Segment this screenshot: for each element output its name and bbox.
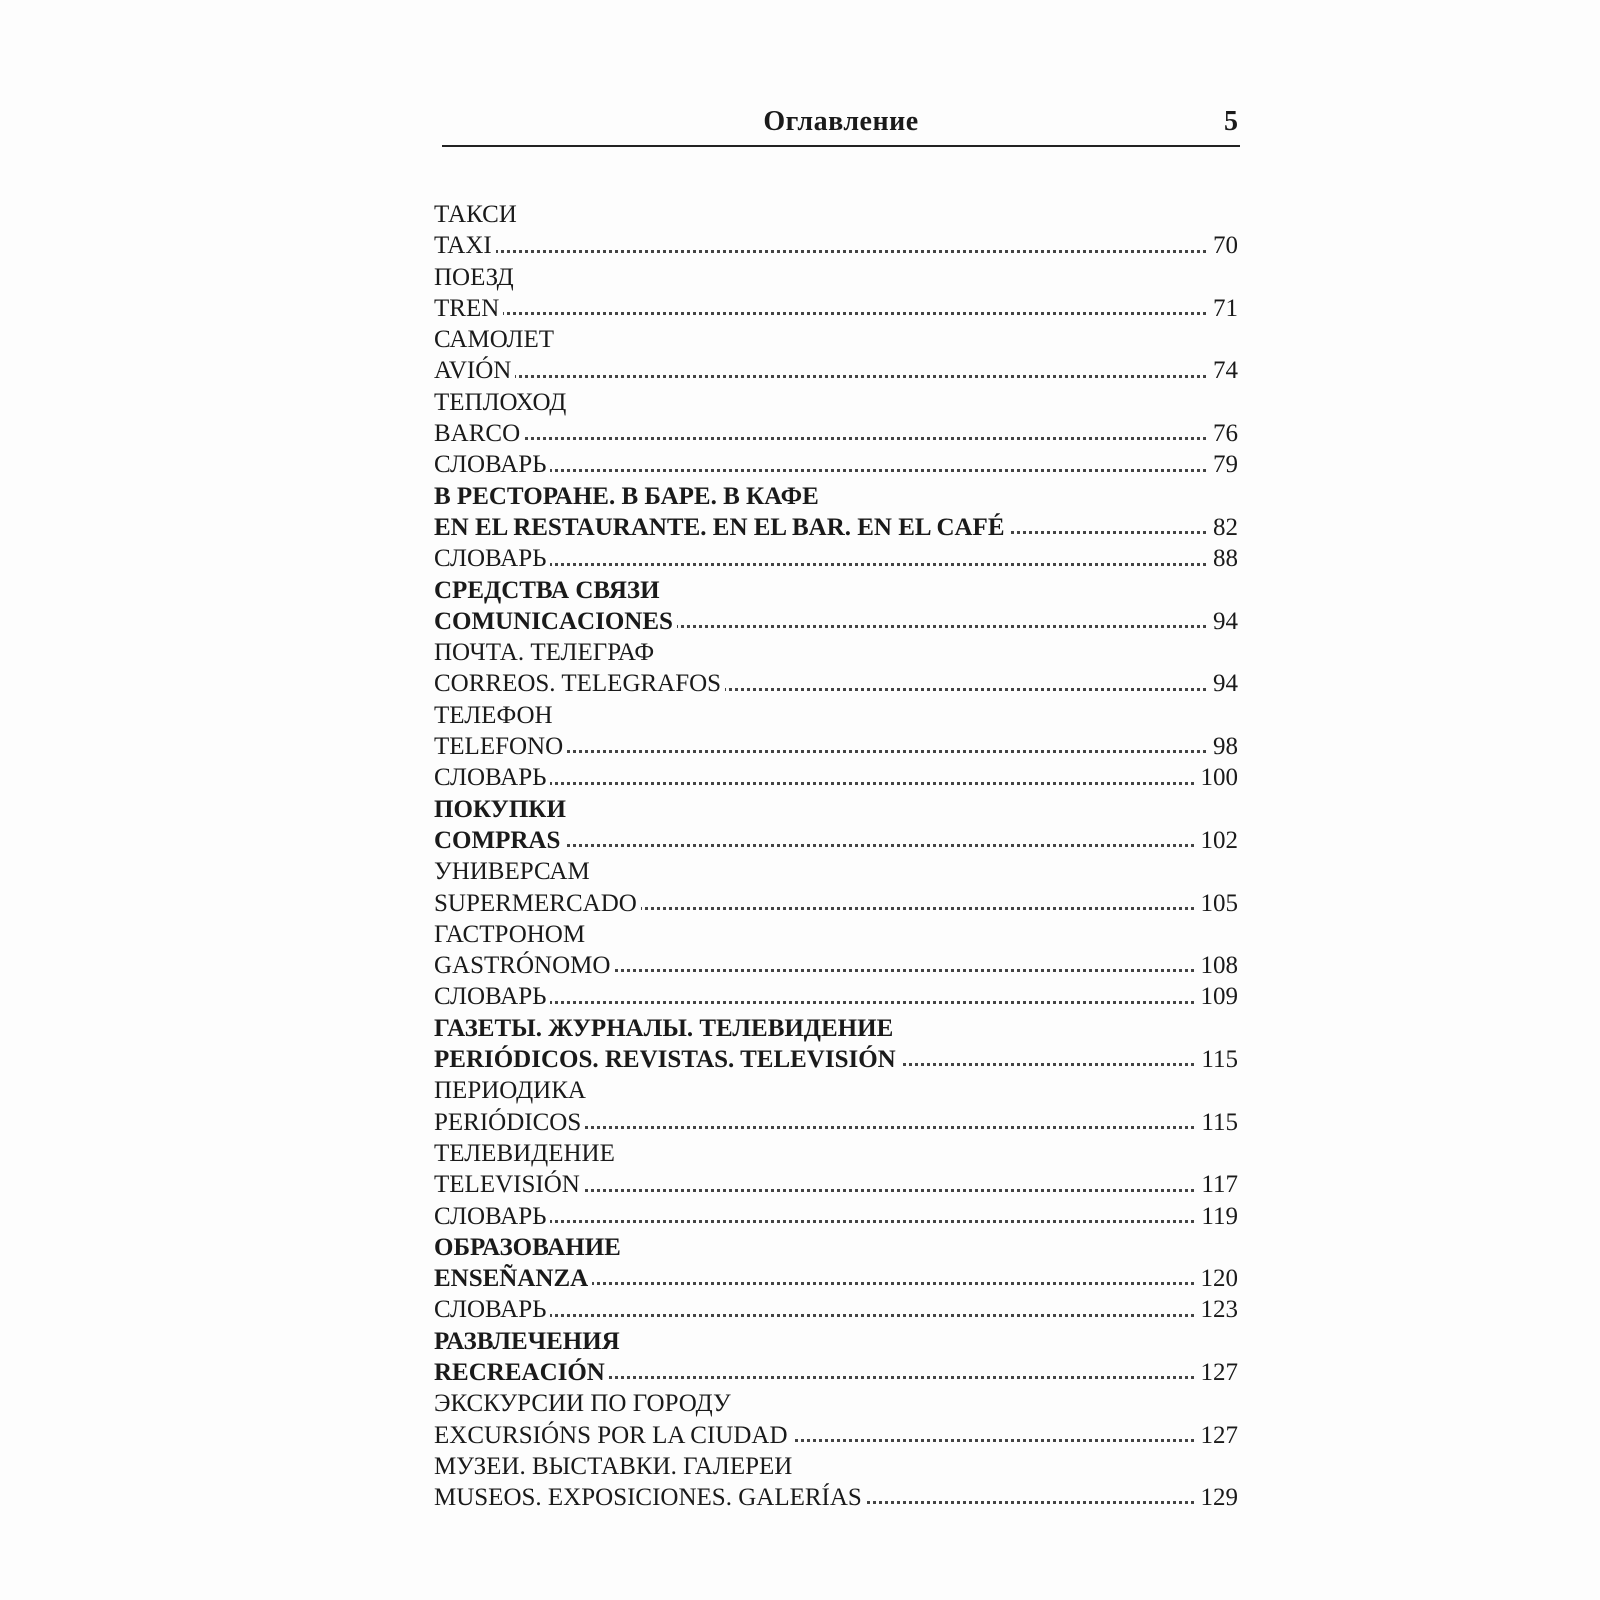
toc-entry [434,981,1238,1012]
toc-entry-label: ENSEÑANZA [434,1265,592,1292]
toc-entry [434,1169,1238,1200]
toc-entry-label: СЛОВАРЬ [434,451,550,478]
toc-entry-label: СЛОВАРЬ [434,764,550,791]
toc-entry-label: ОБРАЗОВАНИЕ [434,1234,625,1261]
toc-entry-page-number: 70 [1209,230,1238,261]
toc-entry-page-number: 115 [1197,1107,1238,1138]
toc-entry-label: УНИВЕРСАМ [434,858,594,885]
toc-entry [434,1294,1238,1325]
toc-entry [434,1420,1238,1451]
toc-entry-page-number: 102 [1197,825,1239,856]
toc-entry-page-number: 119 [1197,1201,1238,1232]
toc-entry [434,1263,1238,1294]
toc-entry-label: MUSEOS. EXPOSICIONES. GALERÍAS [434,1484,866,1511]
toc-entry-label: ГАЗЕТЫ. ЖУРНАЛЫ. ТЕЛЕВИДЕНИЕ [434,1015,897,1042]
toc-entry [434,449,1238,480]
toc-entry [434,606,1238,637]
toc-entry [434,794,1238,825]
toc-entry [434,1357,1238,1388]
toc-entry [434,199,1238,230]
toc-entry-label: EXCURSIÓNS POR LA CIUDAD [434,1422,792,1449]
toc-entry-page-number: 117 [1197,1169,1238,1200]
header-rule [442,145,1240,147]
toc-entry-label: СЛОВАРЬ [434,1203,550,1230]
toc-entry-label: ПЕРИОДИКА [434,1077,590,1104]
toc-entry-label: РАЗВЛЕЧЕНИЯ [434,1328,624,1355]
toc-entry-page-number: 76 [1209,418,1238,449]
header-title: Оглавление [763,106,919,137]
toc-entry [434,543,1238,574]
toc-entry [434,1388,1238,1419]
toc-entry [434,888,1238,919]
toc-entry-label: САМОЛЕТ [434,326,558,353]
toc-entry-label: ТЕЛЕВИДЕНИЕ [434,1140,619,1167]
toc-entry-page-number: 127 [1197,1420,1239,1451]
toc-entry-label: EN EL RESTAURANTE. EN EL BAR. EN EL CAFÉ [434,514,1009,541]
toc-entry-page-number: 105 [1197,888,1239,919]
toc-entry-label: TELEFONO [434,733,567,760]
toc-entry [434,1107,1238,1138]
toc-entry [434,825,1238,856]
toc-entry-label: В РЕСТОРАНЕ. В БАРЕ. В КАФЕ [434,483,823,510]
toc-entry-page-number: 74 [1209,355,1238,386]
toc-entry [434,637,1238,668]
toc-entry [434,1044,1238,1075]
toc-entry [434,1138,1238,1169]
toc-entry [434,762,1238,793]
toc-entry-label: COMPRAS [434,827,564,854]
toc-entry [434,731,1238,762]
toc-entry-page-number: 94 [1209,668,1238,699]
toc-entry-label: TREN [434,295,503,322]
running-header [442,100,1240,144]
toc-entry-page-number: 127 [1197,1357,1239,1388]
toc-entry [434,919,1238,950]
toc-entry [434,1232,1238,1263]
toc-entry-page-number: 100 [1197,762,1239,793]
toc-entry [434,481,1238,512]
toc-entry-label: SUPERMERCADO [434,890,641,917]
toc-entry [434,668,1238,699]
toc-entry-label: PERIÓDICOS. REVISTAS. TELEVISIÓN [434,1046,900,1073]
toc-entry [434,856,1238,887]
toc-entry-page-number: 108 [1197,950,1239,981]
toc-entry [434,387,1238,418]
toc-entry-label: ПОЧТА. ТЕЛЕГРАФ [434,639,658,666]
toc-entry-page-number: 71 [1209,293,1238,324]
toc-entry [434,230,1238,261]
toc-entry [434,262,1238,293]
table-of-contents [434,199,1238,1513]
toc-entry-label: ТЕЛЕФОН [434,702,557,729]
toc-entry-page-number: 98 [1209,731,1238,762]
toc-entry-label: TAXI [434,232,496,259]
toc-entry [434,700,1238,731]
toc-entry [434,355,1238,386]
toc-entry-label: ПОЕЗД [434,264,518,291]
toc-entry [434,1451,1238,1482]
toc-entry-label: COMUNICACIONES [434,608,677,635]
toc-entry-label: ГАСТРОНОМ [434,921,589,948]
toc-entry-label: PERIÓDICOS [434,1109,585,1136]
toc-entry-page-number: 82 [1209,512,1238,543]
toc-entry-label: GASTRÓNOMO [434,952,614,979]
toc-entry [434,293,1238,324]
toc-entry-page-number: 115 [1197,1044,1238,1075]
toc-entry-label: TELEVISIÓN [434,1171,584,1198]
toc-entry [434,1326,1238,1357]
toc-entry-page-number: 120 [1197,1263,1239,1294]
toc-entry-label: ЭКСКУРСИИ ПО ГОРОДУ [434,1390,735,1417]
toc-entry [434,512,1238,543]
toc-entry-label: СЛОВАРЬ [434,983,550,1010]
toc-entry-label: ПОКУПКИ [434,796,570,823]
toc-entry [434,324,1238,355]
header-page-number: 5 [1224,106,1238,137]
toc-entry-label: BARCO [434,420,524,447]
toc-entry-label: СРЕДСТВА СВЯЗИ [434,577,664,604]
toc-entry-page-number: 79 [1209,449,1238,480]
toc-entry [434,575,1238,606]
toc-entry-label: CORREOS. TELEGRAFOS [434,670,725,697]
toc-entry [434,1013,1238,1044]
toc-entry-page-number: 123 [1197,1294,1239,1325]
toc-entry-label: СЛОВАРЬ [434,1296,550,1323]
toc-entry-label: СЛОВАРЬ [434,545,550,572]
toc-entry-label: AVIÓN [434,357,515,384]
toc-entry-label: RECREACIÓN [434,1359,609,1386]
toc-entry [434,950,1238,981]
toc-entry [434,1201,1238,1232]
toc-entry [434,1482,1238,1513]
toc-entry-page-number: 88 [1209,543,1238,574]
toc-entry [434,418,1238,449]
toc-entry-page-number: 109 [1197,981,1239,1012]
toc-entry-label: МУЗЕИ. ВЫСТАВКИ. ГАЛЕРЕИ [434,1453,796,1480]
toc-entry-page-number: 94 [1209,606,1238,637]
toc-entry-label: ТЕПЛОХОД [434,389,570,416]
toc-entry-page-number: 129 [1197,1482,1239,1513]
toc-entry [434,1075,1238,1106]
toc-entry-label: ТАКСИ [434,201,521,228]
